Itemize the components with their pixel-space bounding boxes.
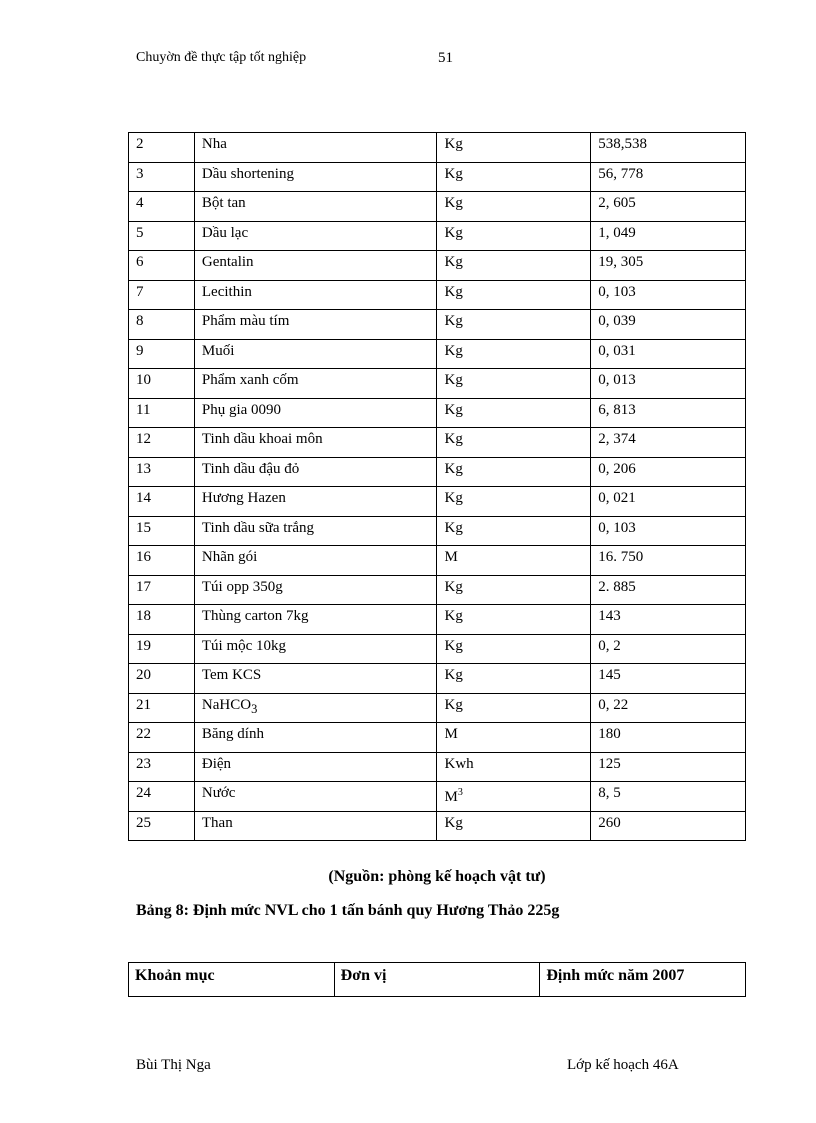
row-number-cell — [129, 310, 195, 340]
value-cell — [591, 487, 746, 517]
row-number-cell-text: 15 — [136, 519, 151, 536]
item-name-cell — [194, 575, 437, 605]
item-name-cell — [194, 398, 437, 428]
row-number-cell-text: 24 — [136, 785, 151, 801]
value-cell-text: 0, 021 — [598, 490, 636, 506]
unit-cell-text: Kg — [444, 519, 463, 536]
unit-cell — [437, 811, 591, 841]
value-cell — [591, 752, 746, 782]
superscript-text: 3 — [457, 787, 463, 798]
item-name-cell — [194, 428, 437, 458]
row-number-cell-text: 14 — [136, 490, 151, 506]
unit-cell — [437, 723, 591, 753]
item-name-cell-text: Muối — [201, 342, 235, 359]
unit-cell-text: Kg — [444, 814, 463, 831]
value-cell-text: 19, 305 — [598, 254, 644, 270]
row-number-cell — [129, 457, 195, 487]
unit-cell — [437, 634, 591, 664]
value-cell-text: 16. 750 — [598, 549, 644, 565]
item-name-cell-text: Bột tan — [201, 195, 246, 211]
row-number-cell — [129, 811, 195, 841]
unit-cell — [437, 752, 591, 782]
item-name-cell — [194, 546, 437, 576]
value-cell — [591, 398, 746, 428]
item-name-cell — [194, 782, 437, 812]
item-name-cell — [194, 752, 437, 782]
unit-cell — [437, 280, 591, 310]
value-cell-text: 0, 206 — [598, 460, 636, 477]
page-number: 51 — [438, 50, 453, 66]
row-number-cell — [129, 782, 195, 812]
header-cell-unit: Đơn vị — [334, 963, 540, 997]
table-row — [129, 693, 746, 723]
row-number-cell-text: 25 — [136, 814, 151, 831]
unit-cell — [437, 575, 591, 605]
table-row — [129, 457, 746, 487]
item-name-cell — [194, 251, 437, 281]
row-number-cell-text: 2 — [136, 136, 144, 152]
item-name-cell-text: Gentalin — [201, 254, 254, 270]
item-name-cell-text: Dầu lạc — [201, 224, 249, 241]
unit-cell — [437, 339, 591, 369]
item-name-cell — [194, 133, 437, 163]
row-number-cell-text: 10 — [136, 372, 151, 388]
row-number-cell — [129, 192, 195, 222]
unit-cell — [437, 398, 591, 428]
value-cell-text: 0, 013 — [598, 372, 636, 388]
unit-cell — [437, 693, 591, 723]
row-number-cell — [129, 398, 195, 428]
value-cell-text: 143 — [598, 608, 621, 624]
value-cell — [591, 192, 746, 222]
item-name-cell — [194, 192, 437, 222]
value-cell-text: 180 — [598, 726, 621, 742]
row-number-cell — [129, 280, 195, 310]
row-number-cell-text: 18 — [136, 608, 151, 624]
table-row — [129, 664, 746, 694]
unit-cell-text: Kg — [444, 490, 463, 506]
value-cell — [591, 428, 746, 458]
value-cell-text: 0, 22 — [598, 696, 629, 713]
value-cell — [591, 369, 746, 399]
row-number-cell — [129, 723, 195, 753]
row-number-cell-text: 8 — [136, 313, 144, 329]
value-cell-text: 8, 5 — [598, 785, 621, 801]
table-row — [129, 723, 746, 753]
value-cell-text: 56, 778 — [598, 165, 644, 182]
table-row — [129, 782, 746, 812]
material-norm-table — [128, 132, 746, 841]
item-name-cell-text: Điện — [201, 755, 232, 772]
item-name-cell — [194, 310, 437, 340]
unit-cell — [437, 605, 591, 635]
table-row — [129, 811, 746, 841]
unit-cell-text: Kg — [444, 283, 463, 300]
subscript-text: 3 — [251, 701, 258, 716]
unit-cell — [437, 428, 591, 458]
item-name-cell — [194, 487, 437, 517]
unit-cell — [437, 782, 591, 812]
item-name-cell-text: Tinh dầu khoai môn — [201, 431, 323, 447]
unit-cell — [437, 487, 591, 517]
unit-cell-text: Kg — [444, 460, 463, 477]
row-number-cell-text: 17 — [136, 578, 151, 595]
row-number-cell — [129, 251, 195, 281]
row-number-cell-text: 22 — [136, 726, 151, 742]
value-cell — [591, 723, 746, 753]
footer-author: Bùi Thị Nga — [136, 1057, 211, 1073]
unit-cell-text: Kg — [444, 431, 463, 447]
table-row — [129, 133, 746, 163]
item-name-cell-text: Phụ gia 0090 — [201, 401, 282, 418]
row-number-cell — [129, 693, 195, 723]
value-cell-text: 2. 885 — [598, 578, 636, 595]
row-number-cell — [129, 664, 195, 694]
row-number-cell — [129, 634, 195, 664]
unit-cell-text: Kg — [444, 136, 463, 152]
row-number-cell — [129, 428, 195, 458]
unit-cell-text: Kg — [444, 195, 463, 211]
unit-cell-text: M — [444, 789, 458, 805]
item-name-cell — [194, 723, 437, 753]
unit-cell — [437, 221, 591, 251]
value-cell — [591, 221, 746, 251]
item-name-cell — [194, 162, 437, 192]
item-name-cell-text: Nha — [201, 136, 227, 152]
value-cell — [591, 782, 746, 812]
table-row — [129, 575, 746, 605]
unit-cell-text: Kg — [444, 578, 463, 595]
item-name-cell-text: Tem KCS — [201, 667, 262, 683]
unit-cell-text: Kg — [444, 401, 463, 418]
table-row — [129, 162, 746, 192]
value-cell-text: 125 — [598, 755, 621, 772]
unit-cell-text: Kg — [444, 696, 463, 713]
table-row — [129, 752, 746, 782]
value-cell-text: 2, 374 — [598, 431, 636, 447]
unit-cell — [437, 192, 591, 222]
row-number-cell-text: 7 — [136, 283, 144, 300]
value-cell — [591, 811, 746, 841]
item-name-cell-text: Băng dính — [201, 726, 264, 742]
unit-cell-text: Kwh — [444, 755, 474, 772]
value-cell-text: 0, 031 — [598, 342, 636, 359]
unit-cell-text: Kg — [444, 165, 463, 182]
value-cell-text: 0, 2 — [598, 637, 621, 654]
unit-cell-text: Kg — [444, 342, 463, 359]
norm-table-2-header — [128, 962, 746, 997]
unit-cell-text: M — [444, 726, 458, 742]
value-cell-text: 1, 049 — [598, 224, 636, 241]
table-row — [129, 369, 746, 399]
item-name-cell — [194, 280, 437, 310]
value-cell — [591, 251, 746, 281]
table-row — [129, 516, 746, 546]
value-cell-text: 260 — [598, 814, 621, 831]
value-cell — [591, 280, 746, 310]
unit-cell — [437, 546, 591, 576]
row-number-cell-text: 19 — [136, 637, 151, 654]
value-cell-text: 0, 039 — [598, 313, 636, 329]
unit-cell-text: Kg — [444, 224, 463, 241]
row-number-cell — [129, 162, 195, 192]
row-number-cell — [129, 546, 195, 576]
table-row — [129, 251, 746, 281]
row-number-cell-text: 6 — [136, 254, 144, 270]
unit-cell-text: Kg — [444, 372, 463, 388]
row-number-cell-text: 9 — [136, 342, 144, 359]
item-name-cell-text: Tinh dầu sữa trắng — [201, 519, 315, 536]
row-number-cell-text: 5 — [136, 224, 144, 241]
item-name-cell — [194, 634, 437, 664]
row-number-cell-text: 20 — [136, 667, 151, 683]
unit-cell — [437, 310, 591, 340]
item-name-cell-text: Túi opp 350g — [201, 578, 283, 595]
source-note: (Nguồn: phòng kế hoạch vật tư) — [328, 868, 546, 885]
item-name-cell — [194, 605, 437, 635]
value-cell — [591, 546, 746, 576]
table-row — [129, 280, 746, 310]
value-cell — [591, 516, 746, 546]
table-header-row — [129, 963, 746, 997]
value-cell — [591, 605, 746, 635]
page-header-title: Chuyờn đề thực tập tốt nghiệp — [136, 50, 307, 65]
item-name-cell-text: Nhãn gói — [201, 549, 258, 565]
item-name-cell-text: Thùng carton 7kg — [201, 608, 309, 624]
row-number-cell-text: 21 — [136, 696, 151, 713]
unit-cell-text: Kg — [444, 254, 463, 270]
row-number-cell-text: 4 — [136, 195, 144, 211]
unit-cell — [437, 516, 591, 546]
item-name-cell-text: Nước — [201, 785, 236, 801]
row-number-cell — [129, 339, 195, 369]
value-cell — [591, 575, 746, 605]
value-cell-text: 538,538 — [598, 136, 647, 152]
unit-cell-text: Kg — [444, 313, 463, 329]
row-number-cell — [129, 133, 195, 163]
row-number-cell-text: 11 — [136, 401, 151, 418]
value-cell — [591, 457, 746, 487]
item-name-cell — [194, 516, 437, 546]
row-number-cell-text: 23 — [136, 755, 151, 772]
value-cell — [591, 310, 746, 340]
unit-cell — [437, 457, 591, 487]
item-name-cell-text: Hương Hazen — [201, 490, 286, 506]
row-number-cell — [129, 752, 195, 782]
value-cell — [591, 634, 746, 664]
item-name-cell — [194, 221, 437, 251]
value-cell-text: 145 — [598, 667, 621, 683]
table-row — [129, 310, 746, 340]
row-number-cell-text: 3 — [136, 165, 144, 182]
value-cell-text: 2, 605 — [598, 195, 636, 211]
unit-cell-text: Kg — [444, 667, 463, 683]
item-name-cell — [194, 664, 437, 694]
value-cell — [591, 664, 746, 694]
item-name-cell — [194, 457, 437, 487]
value-cell-text: 6, 813 — [598, 401, 636, 418]
table-row — [129, 339, 746, 369]
value-cell — [591, 162, 746, 192]
table-row — [129, 487, 746, 517]
item-name-cell-text: Dầu shortening — [201, 165, 294, 182]
row-number-cell — [129, 575, 195, 605]
item-name-cell-text: Túi mộc 10kg — [201, 637, 287, 654]
table-row — [129, 634, 746, 664]
table-row — [129, 398, 746, 428]
header-cell-item: Khoản mục — [129, 963, 335, 997]
unit-cell — [437, 162, 591, 192]
value-cell — [591, 693, 746, 723]
item-name-cell-text: Tinh dầu đậu đỏ — [201, 460, 300, 477]
unit-cell — [437, 664, 591, 694]
table-row — [129, 192, 746, 222]
table-caption: Bảng 8: Định mức NVL cho 1 tấn bánh quy Hương Thảo 225g — [136, 902, 560, 919]
footer-class: Lớp kế hoạch 46A — [567, 1057, 679, 1073]
row-number-cell-text: 16 — [136, 549, 151, 565]
item-name-cell-text: Than — [201, 814, 233, 831]
value-cell-text: 0, 103 — [598, 519, 636, 536]
table-row — [129, 546, 746, 576]
row-number-cell-text: 13 — [136, 460, 151, 477]
value-cell-text: 0, 103 — [598, 283, 636, 300]
row-number-cell — [129, 369, 195, 399]
item-name-cell-text: NaHCO — [201, 696, 252, 713]
table-row — [129, 221, 746, 251]
row-number-cell — [129, 516, 195, 546]
unit-cell-text: Kg — [444, 608, 463, 624]
item-name-cell — [194, 369, 437, 399]
unit-cell-text: M — [444, 549, 458, 565]
table-row — [129, 605, 746, 635]
unit-cell — [437, 133, 591, 163]
unit-cell — [437, 369, 591, 399]
value-cell — [591, 339, 746, 369]
unit-cell-text: Kg — [444, 637, 463, 654]
material-norm-table-body — [129, 133, 746, 841]
item-name-cell — [194, 693, 437, 723]
item-name-cell — [194, 811, 437, 841]
item-name-cell-text: Phẩm xanh cốm — [201, 372, 299, 388]
row-number-cell — [129, 487, 195, 517]
item-name-cell — [194, 339, 437, 369]
table-row — [129, 428, 746, 458]
row-number-cell — [129, 221, 195, 251]
header-cell-norm: Định mức năm 2007 — [540, 963, 746, 997]
unit-cell — [437, 251, 591, 281]
row-number-cell — [129, 605, 195, 635]
row-number-cell-text: 12 — [136, 431, 151, 447]
item-name-cell-text: Lecithin — [201, 283, 252, 300]
value-cell — [591, 133, 746, 163]
item-name-cell-text: Phẩm màu tím — [201, 313, 290, 329]
